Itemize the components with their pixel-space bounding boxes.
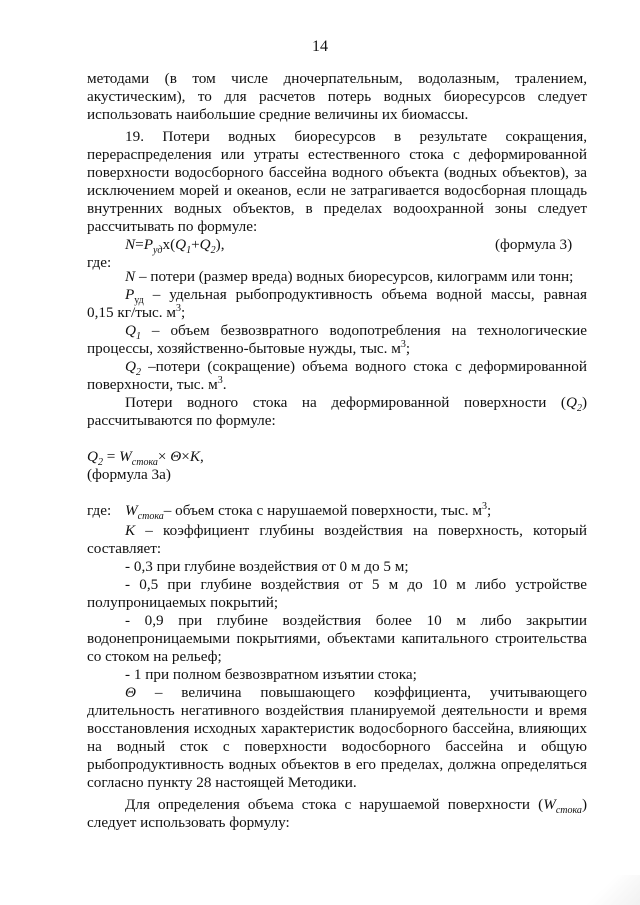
def-theta: Θ – величина повышающего коэффициента, учитывающего (125, 684, 587, 701)
list-item: - 0,3 при глубине воздействия от 0 м до 5 м; (125, 558, 409, 575)
text-line: перераспределения или утраты естественного стока с деформированной (87, 146, 587, 163)
text-line: на водный сток с поверхности водосборного бассейна и общую (87, 738, 587, 755)
list-item: - 0,9 при глубине воздействия более 10 м либо закрытии (125, 612, 587, 629)
def-Q2: $Q_2$ –потери (сокращение) объема водного стока с деформированной (125, 358, 587, 379)
text-line: рассчитывать по формуле: (87, 218, 258, 235)
def-P-cont: 0,15 кг/тыс. $м^3$; (87, 302, 186, 321)
def-Q1: $Q_1$ – объем безвозвратного водопотребления на технологические (125, 322, 587, 343)
def-Q2-cont: поверхности, тыс. $м^3$. (87, 374, 227, 393)
text-line: акустическим), то для расчетов потерь водных биоресурсов следует (87, 88, 587, 105)
formula-symbol: N (125, 236, 136, 253)
text-line: составляет: (87, 540, 162, 557)
text-line: со стоком на рельеф; (87, 648, 222, 665)
text-line: водонепроницаемыми покрытиями, объектами капитального строительства (87, 630, 587, 647)
list-item: - 1 при полном безвозвратном изъятии стока; (125, 666, 417, 683)
text-line: полупроницаемых покрытий; (87, 594, 279, 611)
formula-3a-tag: (формула 3а) (87, 466, 171, 483)
gde-label: где: (87, 502, 112, 519)
text-line: внутренних водных объектов, в пределах водоохранной зоны следует (87, 200, 587, 217)
list-item: - 0,5 при глубине воздействия от 5 м до 10 м либо устройстве (125, 576, 587, 593)
text-line: рыбопродуктивность водных объектов в его пределах, должна определяться (87, 756, 587, 773)
formula-3a: $Q_2 = W_{стока}\times \Theta\times K$, (87, 448, 204, 469)
para-q2-line: Потери водного стока на деформированной поверхности $(Q_2)$ (125, 394, 587, 415)
para-q2-line: рассчитываются по формуле: (87, 412, 276, 429)
formula-3: $N=P_{уд}x(Q_1+Q_2)$, (125, 236, 225, 257)
final-para-line: следует использовать формулу: (87, 814, 290, 831)
text-line: методами (в том числе дночерпательным, водолазным, тралением, (87, 70, 587, 87)
def-K: K – коэффициент глубины воздействия на поверхность, который (125, 522, 587, 539)
text-line: согласно пункту 28 настоящей Методики. (87, 774, 357, 791)
def-W: $W_{стока}-$ объем стока с нарушаемой поверхности, тыс. $м^3$; (125, 500, 492, 523)
scan-shadow (580, 875, 640, 905)
formula-3-tag: (формула 3) (495, 236, 573, 253)
text-line: поверхности водосборного бассейна водного объекта (водных объектов), за (87, 164, 587, 181)
text-line: длительность негативного воздействия планируемой деятельности и время (87, 702, 587, 719)
def-N: N – потери (размер вреда) водных биоресурсов, килограмм или тонн; (125, 268, 574, 285)
gde-label: где: (87, 254, 112, 271)
final-para-line: Для определения объема стока с нарушаемой поверхности $(W_{стока})$ (125, 796, 587, 817)
page-number: 14 (312, 38, 328, 55)
text-line: исключением морей и океанов, если не затрагивается водосборная площадь (87, 182, 587, 199)
text-line: восстановления исходных характеристик водосборного бассейна, влияющих (87, 720, 587, 737)
def-P: $P_{уд}$ – удельная рыбопродуктивность объема водной массы, равная (125, 286, 587, 307)
text-line: использовать наибольшие средние величины их биомассы. (87, 106, 469, 123)
def-Q1-cont: процессы, хозяйственно-бытовые нужды, тыс. $м^3$; (87, 338, 411, 357)
section-19-line: 19. Потери водных биоресурсов в результате сокращения, (125, 128, 587, 145)
